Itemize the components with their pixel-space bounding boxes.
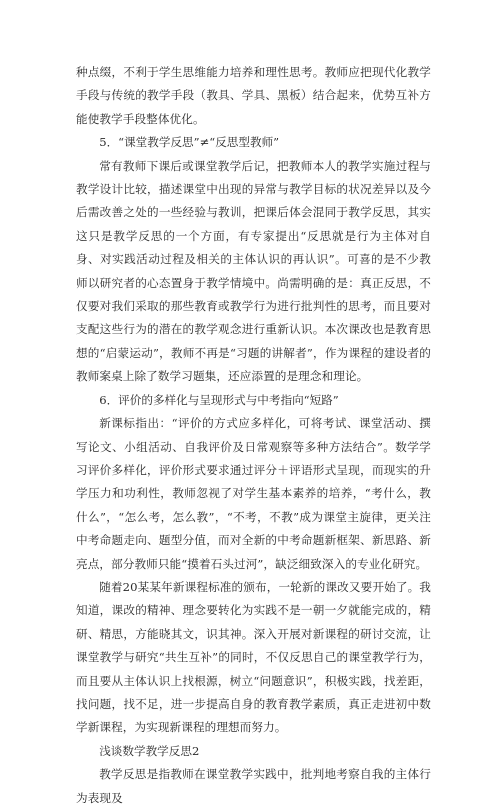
paragraph-reflection: 常有教师下课后或课堂教学后记，把教师本人的教学实施过程与教学设计比较，描述课堂中出现的异常与教学目标的状况差异以及今后需改善之处的一些经验与教训，把课后体会混同于教学反思，其实这只是教学反思的一个方面，有专家提出“反思就是行为主体对自身、对实践活动过程及相关的主体认识的再认识”。可喜的是不少教师以研究者的心态置身于教学情境中。尚需明确的是：真正反思，不仅要对我们采取的那些教育或教学行为进行批判性的思考，而且要对支配这些行为的潜在的教学观念进行重新认识。本次课改也是教育思想的“启蒙运动”，教师不再是“习题的讲解者”，作为课程的建设者的教师案桌上除了数学习题集，还应添置的是理念和理论。 <box>76 158 431 384</box>
paragraph-intro-2: 教学反思是指教师在课堂教学实践中，批判地考察自我的主体行为表现及 <box>76 767 431 805</box>
article-title-2: 浅谈数学教学反思2 <box>99 743 200 758</box>
paragraph-new-curriculum: 随着20某某年新课程标准的颁布，一轮新的课改又要开始了。我知道，课改的精神、理念要转化为实践不是一朝一夕就能完成的，精研、精思，方能晓其文，识其神。深入开展对新课程的研讨交流，让课堂教学与研究“共生互补”的同时，不仅反思自己的课堂教学行为，而且要从主体认识上找根源，树立“问题意识”，积极实践，找差距，找问题，找不足，进一步提高自身的教育教学素质，真正走进初中数学新课程，为实现新课程的理想而努力。 <box>76 579 431 735</box>
document-body <box>76 61 431 810</box>
paragraph-evaluation: 新课标指出：“评价的方式应多样化，可将考试、课堂活动、撰写论文、小组活动、自我评价及日常观察等多种方法结合”。数学学习评价多样化，评价形式要求通过评分＋评语形式呈现，而现实的升学压力和功利性，教师忽视了对学生基本素养的培养，“考什么，教什么”，“怎么考，怎么教”，“不考，不教”成为课堂主旋律，更关注中考命题走向、题型分值，而对全新的中考命题新框架、新思路、新亮点，部分教师只能“摸着石头过河”，缺泛细致深入的专业化研究。 <box>76 416 431 571</box>
section-heading-5: 5．“课堂教学反思”≠“反思型教师” <box>99 135 280 150</box>
paragraph-continued: 种点缀，不利于学生思维能力培养和理性思考。教师应把现代化教学手段与传统的教学手段（教具、学具、黑板）结合起来，优势互补方能使教学手段整体优化。 <box>76 65 431 126</box>
section-heading-6: 6．评价的多样化与呈现形式与中考指向“短路” <box>99 392 339 407</box>
